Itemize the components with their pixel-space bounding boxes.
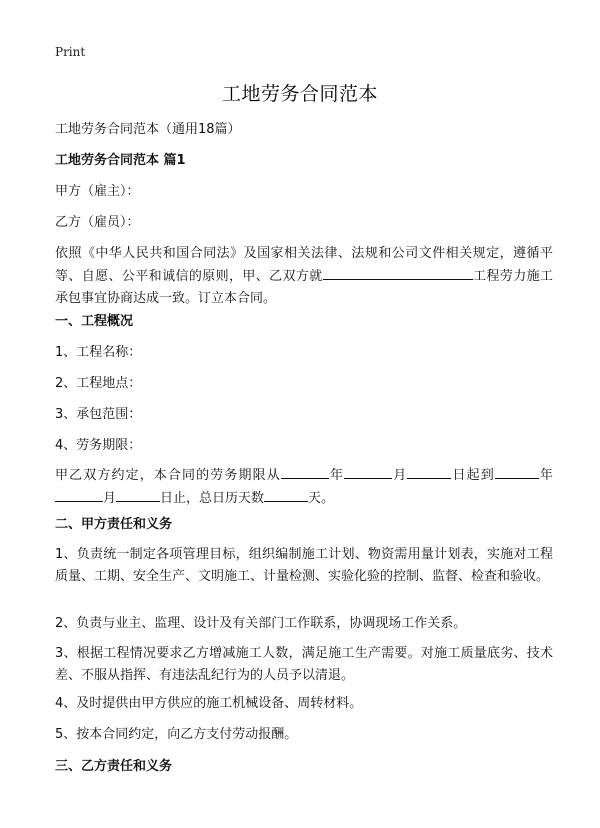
period-year-1: 年 (328, 468, 345, 483)
intro-text-2: 工程劳力施工承包事宜协商达成一致。订立本合同。 (55, 269, 553, 306)
intro-paragraph (55, 243, 553, 310)
period-year-2: 年 (538, 468, 553, 483)
period-paragraph (55, 464, 553, 510)
start-day-blank (407, 464, 451, 479)
party-a-duty-3: 3、根据工程情况要求乙方增减施工人数，满足施工生产需要。对施工质量底劣、技术差、不服从指挥、有违法乱纪行为的人员予以清退。 (55, 646, 553, 683)
party-a-duty-5: 5、按本合同约定，向乙方支付劳动报酬。 (55, 727, 298, 742)
chapter-heading: 工地劳务合同范本 篇1 (55, 153, 186, 168)
party-a-line: 甲方（雇主）： (55, 184, 140, 199)
contract-scope-item: 3、承包范围： (55, 407, 142, 422)
period-month-1: 月 (392, 468, 408, 483)
period-days-text: 天。 (308, 491, 335, 506)
labor-period-item: 4、劳务期限： (55, 438, 142, 453)
party-a-duty-2: 2、负责与业主、监理、设计及有关部门工作联系，协调现场工作关系。 (55, 616, 467, 631)
end-day-blank (116, 487, 160, 502)
period-start-text: 日起到 (451, 468, 495, 483)
period-end-text: 日止，总日历天数 (160, 491, 265, 506)
project-location-item: 2、工程地点： (55, 376, 142, 391)
start-year-blank (281, 464, 329, 479)
end-year-blank (495, 464, 539, 479)
section3-heading: 三、乙方责任和义务 (55, 759, 173, 774)
start-month-blank (344, 464, 392, 479)
period-text-1: 甲乙双方约定，本合同的劳务期限从 (55, 468, 281, 483)
section2-heading: 二、甲方责任和义务 (55, 517, 173, 532)
project-name-blank (323, 265, 473, 280)
document-title: 工地劳务合同范本 (221, 83, 378, 105)
end-month-blank (55, 487, 103, 502)
intro-text-1: 依照《中华人民共和国合同法》及国家相关法律、法规和公司文件相关规定，遵循平等、自愿、公平和诚信的原则，甲、乙双方就 (55, 246, 553, 284)
total-days-blank (264, 487, 308, 502)
party-b-line: 乙方（雇员）： (55, 215, 140, 230)
section1-heading: 一、工程概况 (55, 314, 134, 329)
project-name-item: 1、工程名称： (55, 345, 142, 360)
print-label[interactable]: Print (55, 45, 86, 59)
period-month-2: 月 (103, 491, 117, 506)
party-a-duty-1: 1、负责统一制定各项管理目标，组织编制施工计划、物资需用量计划表，实施对工程质量、工期、安全生产、文明施工、计量检测、实验化验的控制、监督、检查和验收。 (55, 547, 553, 584)
party-a-duty-4: 4、及时提供由甲方供应的施工机械设备、周转材料。 (55, 696, 363, 711)
document-subtitle: 工地劳务合同范本（通用18篇） (55, 122, 241, 137)
